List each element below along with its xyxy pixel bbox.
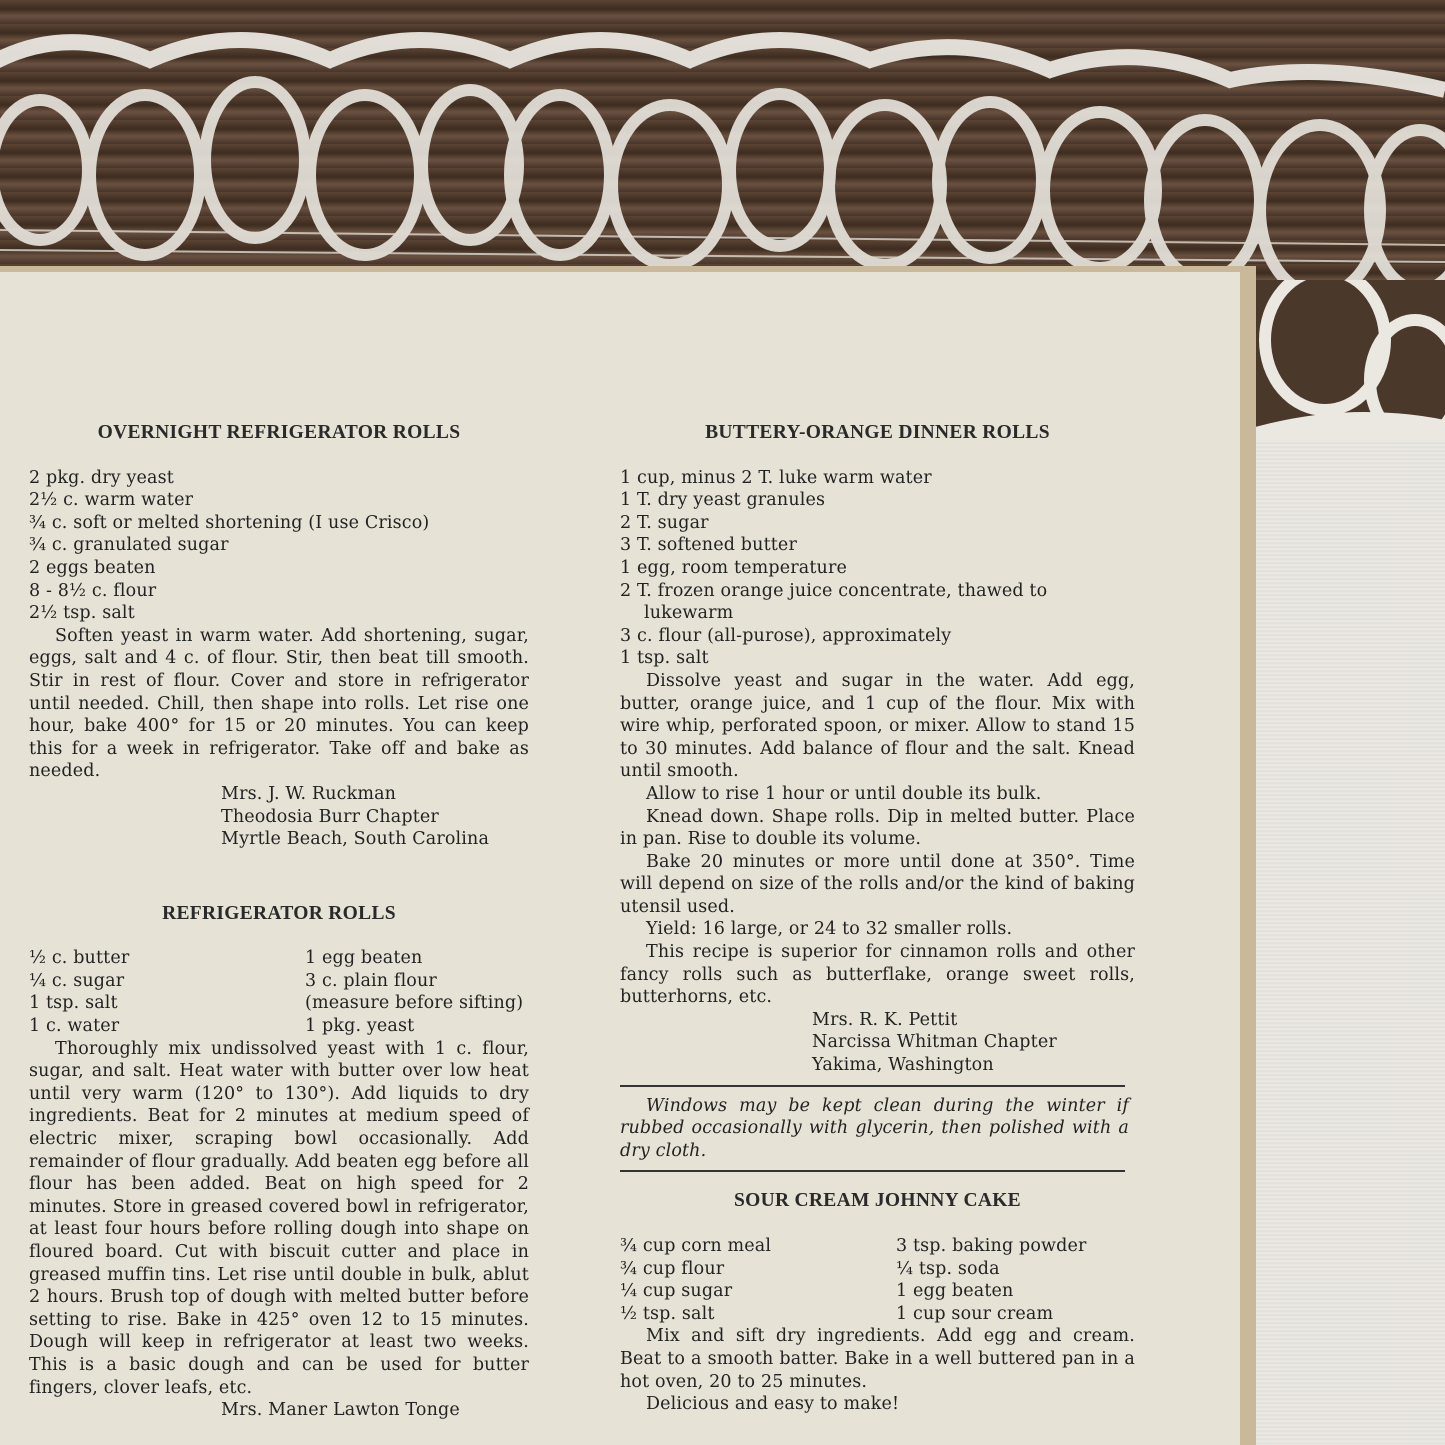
recipe-title-overnight-refrigerator-rolls: OVERNIGHT REFRIGERATOR ROLLS: [97, 422, 461, 443]
ingredient: ¼ cup sugar: [620, 1281, 733, 1302]
lace-edge-right: [1245, 280, 1445, 450]
signature-line: Theodosia Burr Chapter: [221, 806, 439, 827]
ingredient: ¼ c. sugar: [29, 970, 125, 991]
ingredient-grid: [29, 947, 529, 1037]
ingredient: 1 egg beaten: [896, 1281, 1014, 1302]
lace-doily-border: [0, 0, 1445, 300]
ingredient: 1 tsp. salt: [29, 993, 118, 1014]
linen-cloth: [1245, 440, 1445, 1445]
ingredient: ¾ c. soft or melted shortening (I use Crisco): [29, 512, 430, 533]
recipe-directions: Dissolve yeast and sugar in the water. Add egg, butter, orange juice, and 1 cup of the flour. Mix with wire whip, perforated spoon, or mixer. Allow to stand 15 to 30 minutes. Add balance of flour and the salt. Knead until smooth.: [620, 670, 1135, 782]
ingredient: 3 tsp. baking powder: [896, 1236, 1087, 1256]
ingredient: 3 c. plain flour: [305, 970, 437, 991]
ingredient: 2 pkg. dry yeast: [29, 467, 174, 488]
ingredient: 1 cup, minus 2 T. luke warm water: [620, 467, 932, 488]
ingredient-list: [620, 467, 1135, 670]
household-tip: Windows may be kept clean during the winter if rubbed occasionally with glycerin, then polished with a dry cloth.: [620, 1095, 1129, 1161]
recipe-title-buttery-orange-dinner-rolls: BUTTERY-ORANGE DINNER ROLLS: [705, 422, 1050, 443]
signature-line: Yakima, Washington: [812, 1055, 994, 1076]
ingredient: 8 - 8½ c. flour: [29, 580, 157, 601]
ingredient: lukewarm: [644, 603, 734, 624]
ingredient: 3 T. softened butter: [620, 535, 797, 556]
recipe-closing: Delicious and easy to make!: [646, 1394, 900, 1415]
right-column: [620, 422, 1135, 1416]
ingredient: 1 egg beaten: [305, 948, 423, 969]
ingredient-list-right: [305, 947, 529, 1037]
ingredient: 1 c. water: [29, 1016, 120, 1037]
signature-line: Narcissa Whitman Chapter: [812, 1032, 1057, 1053]
ingredient: 2½ tsp. salt: [29, 603, 135, 624]
ingredient: ¼ tsp. soda: [896, 1258, 1000, 1279]
ingredient: 2½ c. warm water: [29, 490, 194, 511]
recipe-title-sour-cream-johnny-cake: SOUR CREAM JOHNNY CAKE: [733, 1190, 1021, 1212]
ingredient: ¾ c. granulated sugar: [29, 535, 229, 556]
left-column: [29, 422, 529, 1422]
ingredient: 2 T. frozen orange juice concentrate, thawed to: [620, 580, 1048, 601]
divider-bottom: [620, 1170, 1125, 1172]
ingredient: ½ c. butter: [29, 948, 130, 969]
ingredient: ¾ cup flour: [620, 1258, 725, 1279]
ingredient-list-left: [620, 1235, 896, 1325]
ingredient-list: [29, 467, 529, 625]
ingredient: 2 T. sugar: [620, 512, 709, 533]
ingredient: 3 c. flour (all-purose), approximately: [620, 625, 952, 646]
cookbook-page: [0, 272, 1240, 1445]
recipe-directions: Mix and sift dry ingredients. Add egg and cream. Beat to a smooth batter. Bake in a well buttered pan in a hot oven, 20 to 25 minutes.: [620, 1326, 1135, 1392]
signature-line: Mrs. R. K. Pettit: [812, 1009, 958, 1030]
signature-line: Mrs. J. W. Ruckman: [221, 783, 397, 804]
ingredient: 1 tsp. salt: [620, 648, 709, 669]
ingredient: 1 pkg. yeast: [305, 1016, 415, 1037]
ingredient: ½ tsp. salt: [620, 1303, 715, 1324]
ingredient-grid: [620, 1235, 1135, 1325]
recipe-directions: Knead down. Shape rolls. Dip in melted butter. Place in pan. Rise to double its volume.: [620, 806, 1135, 850]
ingredient: 1 cup sour cream: [896, 1303, 1054, 1324]
ingredient: ¾ cup corn meal: [620, 1236, 772, 1256]
signature-line: Myrtle Beach, South Carolina: [221, 829, 490, 850]
ingredient: 1 egg, room temperature: [620, 557, 847, 578]
ingredient: (measure before sifting): [305, 993, 524, 1014]
recipe-yield: Yield: 16 large, or 24 to 32 smaller rolls.: [646, 919, 1013, 940]
ingredient: 1 T. dry yeast granules: [620, 490, 826, 511]
ingredient-list-left: [29, 947, 305, 1037]
ingredient: 2 eggs beaten: [29, 557, 156, 578]
ingredient-list-right: [896, 1235, 1135, 1325]
recipe-directions: Bake 20 minutes or more until done at 350°. Time will depend on size of the rolls and/or the kind of baking utensil used.: [620, 851, 1135, 917]
recipe-title-refrigerator-rolls: REFRIGERATOR ROLLS: [162, 902, 396, 924]
recipe-directions: Allow to rise 1 hour or until double its bulk.: [646, 783, 1042, 804]
divider-top: [620, 1085, 1125, 1087]
recipe-directions: Soften yeast in warm water. Add shortening, sugar, eggs, salt and 4 c. of flour. Stir, then beat till smooth. Stir in rest of flour. Cover and store in refrigerator until needed. Chill, then shape into rolls. Let rise one hour, bake 400° for 15 or 20 minutes. You can keep this for a week in refrigerator. Take off and bake as needed.: [29, 625, 529, 782]
recipe-signature: Mrs. Maner Lawton Tonge: [221, 1400, 460, 1421]
recipe-directions: Thoroughly mix undissolved yeast with 1 c. flour, sugar, and salt. Heat water with butter over low heat until very warm (120° to 130°). Add liquids to dry ingredients. Beat for 2 minutes at medium speed of electric mixer, scraping bowl occasionally. Add remainder of flour gradually. Add beaten egg before all flour has been added. Beat on high speed for 2 minutes. Store in greased covered bowl in refrigerator, at least four hours before rolling dough into shape on floured board. Cut with biscuit cutter and place in greased muffin tins. Let rise until double in bulk, ablut 2 hours. Brush top of dough with melted butter before setting to rise. Bake in 425° oven 12 to 15 minutes. Dough will keep in refrigerator at least two weeks. This is a basic dough and can be used for butter fingers, clover leafs, etc.: [29, 1038, 529, 1398]
recipe-signature: [620, 1009, 1135, 1077]
recipe-note: This recipe is superior for cinnamon rolls and other fancy rolls such as butterflake, orange sweet rolls, butterhorns, etc.: [620, 942, 1135, 1008]
recipe-signature: [29, 783, 529, 851]
